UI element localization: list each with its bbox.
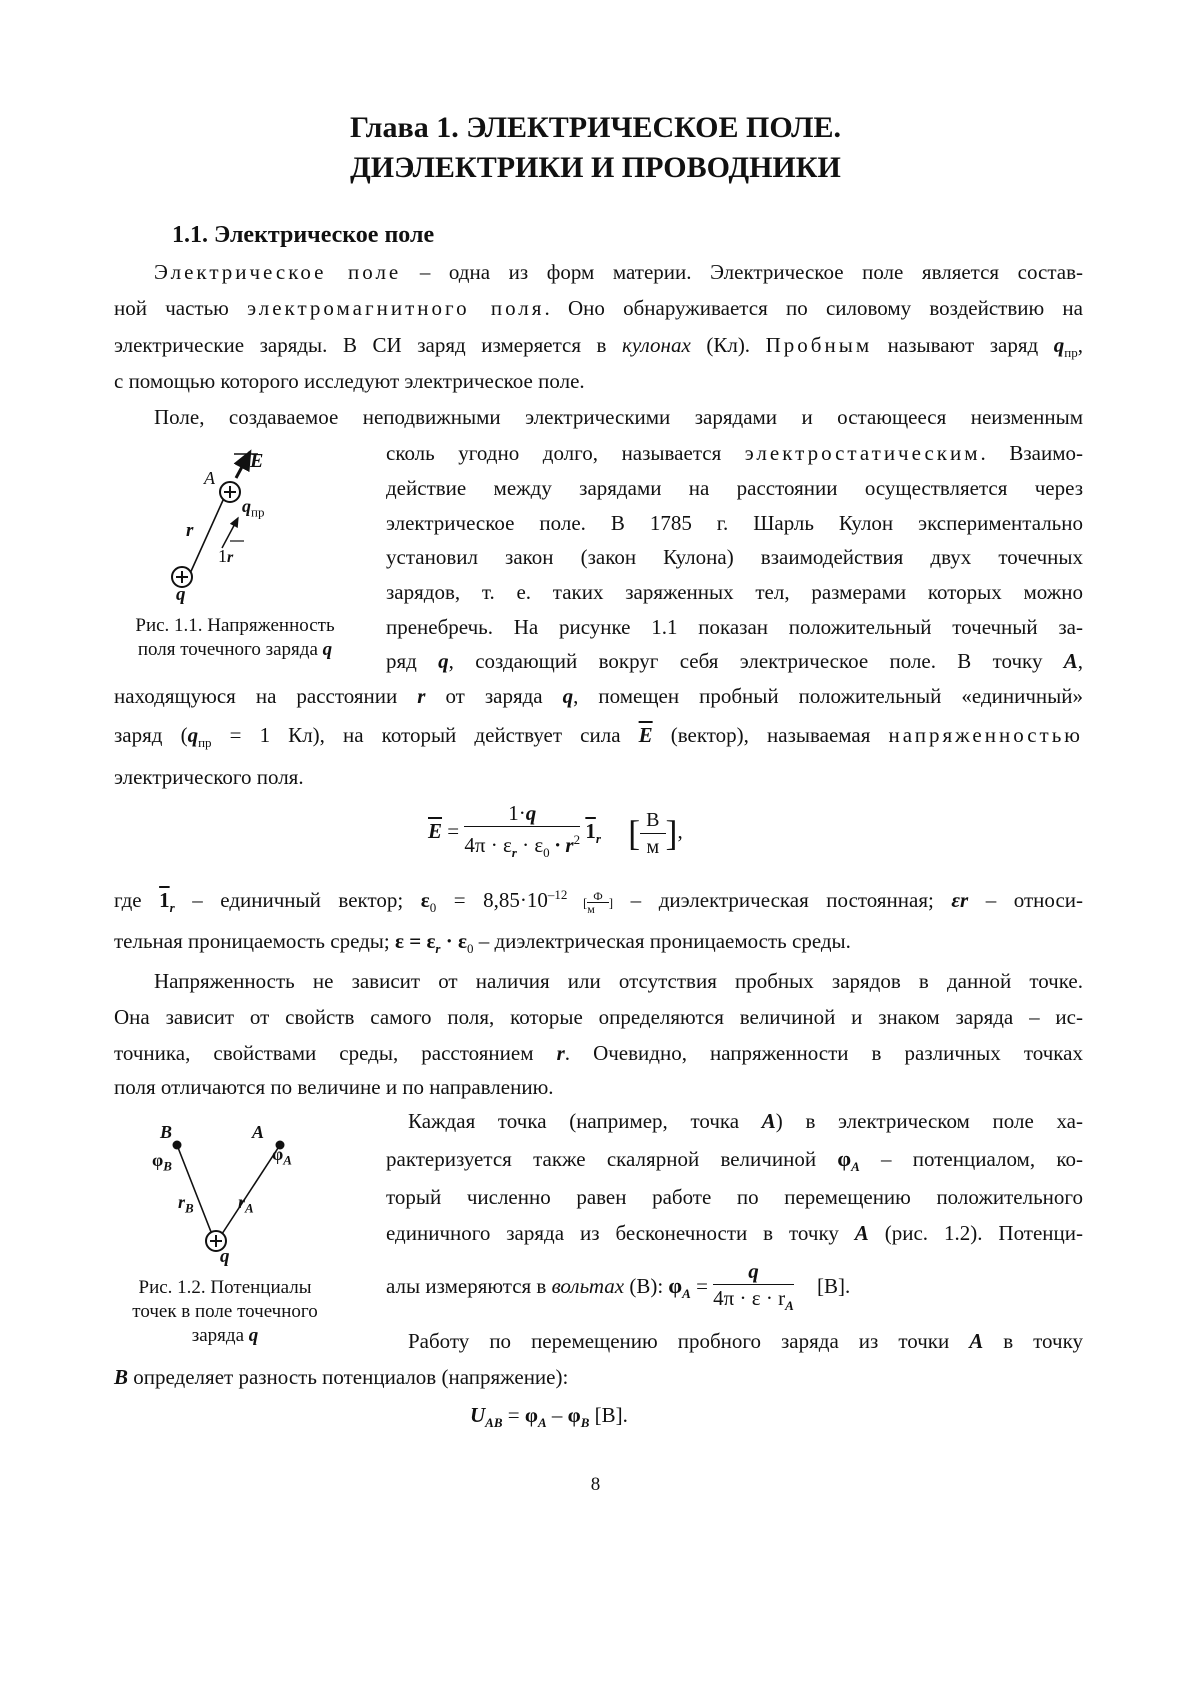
fig2-caption-line2: точек в поле точечного xyxy=(132,1301,318,1322)
field-vector-arrow xyxy=(236,452,250,478)
fig1-label-1r: 1r xyxy=(218,546,234,566)
section-heading: 1.1. Электрическое поле xyxy=(172,222,435,248)
para2-wrap5: зарядов, т. е. таких заряженных тел, размерами которых можно xyxy=(386,580,1083,604)
para4-wrap1: Каждая точка (например, точка A) в электрическом поле ха- xyxy=(408,1109,1083,1133)
fig2-label-phiA: $\varphi_A$ xyxy=(272,1144,292,1168)
fig1-caption-line2: поля точечного заряда q xyxy=(137,639,333,660)
fig2-caption-line1: Рис. 1.2. Потенциалы xyxy=(138,1277,312,1298)
fig1-label-q-test: $q_{пр}$ xyxy=(242,496,265,520)
para2-wrap7: ряд q, создающий вокруг себя электрическое поле. В точку A, xyxy=(386,649,1084,673)
formula-voltage: $U_{AB} = \varphi_A - \varphi_B$ [В]. xyxy=(470,1403,628,1431)
para3-line1: Напряженность не зависит от наличия или отсутствия пробных зарядов в данной точке. xyxy=(154,969,1083,993)
formula-field-strength: $\overline{E}$ = $\frac{1\cdot q}{4\pi \cdot \varepsilon_r \cdot \varepsilon_0 \cdot r^2}$ $1_r$ [ $\frac{В}{м}$ ], xyxy=(428,801,683,861)
unit-vector-arrow xyxy=(222,518,238,548)
para1-line1: Электрическое поле – одна из форм материи. Электрическое поле является состав- xyxy=(154,260,1083,284)
page-number: 8 xyxy=(590,1474,601,1495)
fig2-label-A: A xyxy=(252,1122,265,1142)
para2-wrap6: пренебречь. На рисунке 1.1 показан положительный точечный за- xyxy=(386,615,1083,639)
para4-line6: Работу по перемещению пробного заряда из точки A в точку xyxy=(408,1329,1083,1353)
para3-line3: точника, свойствами среды, расстоянием r. Очевидно, напряженности в различных точках xyxy=(114,1041,1083,1065)
fig1-label-q: q xyxy=(176,584,186,605)
para2-wrap1: сколь угодно долго, называется электростатическим. Взаимо- xyxy=(386,441,1083,465)
figure-1-2-diagram xyxy=(140,1115,360,1265)
fig2-label-rB: $r_B$ xyxy=(178,1192,194,1216)
fig2-caption-line3: заряда q xyxy=(191,1325,259,1346)
para3-line2: Она зависит от свойств самого поля, которые определяются величиной и знаком заряда – ис- xyxy=(114,1005,1083,1029)
chapter-title-line1: Глава 1. ЭЛЕКТРИЧЕСКОЕ ПОЛЕ. xyxy=(349,111,842,144)
fig2-label-B: B xyxy=(160,1122,173,1142)
rB-line xyxy=(177,1145,213,1237)
para4-line7: B определяет разность потенциалов (напряжение): xyxy=(114,1365,569,1389)
fig1-label-r: r xyxy=(186,520,194,541)
fig1-label-A: A xyxy=(204,468,215,488)
para2-wrap4: установил закон (закон Кулона) взаимодействия двух точечных xyxy=(386,545,1083,569)
para4-potential-line: алы измеряются в вольтах (В): $\varphi_A$ = $\frac{q}{4\pi \cdot \varepsilon \cdot r_A}$ [В]. xyxy=(386,1258,851,1313)
para4-wrap2: рактеризуется также скалярной величиной $\varphi_A$ – потенциалом, ко- xyxy=(386,1146,1083,1175)
para1-line4: с помощью которого исследуют электрическое поле. xyxy=(114,369,585,393)
para3-line4: поля отличаются по величине и по направлению. xyxy=(114,1075,554,1099)
para4-wrap3: торый численно равен работе по перемещению положительного xyxy=(386,1185,1083,1209)
para4-wrap4: единичного заряда из бесконечности в точку A (рис. 1.2). Потенци- xyxy=(386,1221,1083,1245)
where-line1: где $1_r$ – единичный вектор; $\varepsilon_0 = 8,85\cdot 10^{-12}$ [ $\frac{Ф}{м}$ ] – диэлектрическая постоянная; εr – относи- xyxy=(114,887,1083,916)
para2-wrap3: электрическое поле. В 1785 г. Шарль Кулон экспериментально xyxy=(386,511,1083,535)
para2-line9: находящуюся на расстоянии r от заряда q, помещен пробный положительный «единичный» xyxy=(114,684,1083,708)
para2-line1: Поле, создаваемое неподвижными электрическими зарядами и остающееся неизменным xyxy=(154,405,1083,429)
para2-line11: электрического поля. xyxy=(114,765,304,789)
para2-line10: заряд ($q_{пр} = 1$ Кл), на который действует сила $\overline{E}$ (вектор), называемая напряженностью xyxy=(114,723,1083,751)
para2-wrap2: действие между зарядами на расстоянии осуществляется через xyxy=(386,476,1083,500)
fig2-label-rA: $r_A$ xyxy=(238,1192,254,1216)
where-line2: тельная проницаемость среды; $\varepsilon = \varepsilon_r \cdot \varepsilon_0$ – диэлектрическая проницаемость среды. xyxy=(114,929,851,957)
rA-line xyxy=(220,1145,280,1237)
fig2-label-q: q xyxy=(220,1246,230,1267)
fig1-caption-line1: Рис. 1.1. Напряженность xyxy=(135,615,335,636)
fig1-label-E: E xyxy=(250,450,264,472)
chapter-title-line2: ДИЭЛЕКТРИКИ И ПРОВОДНИКИ xyxy=(350,151,841,184)
fig2-label-phiB: $\varphi_B$ xyxy=(152,1150,172,1174)
point-B xyxy=(173,1141,182,1150)
para1-line3: электрические заряды. В СИ заряд измеряется в кулонах (Кл). Пробным называют заряд $q_{пр}$, xyxy=(114,333,1083,361)
para1-line2: ной частью электромагнитного поля. Оно обнаруживается по силовому воздействию на xyxy=(114,296,1083,320)
